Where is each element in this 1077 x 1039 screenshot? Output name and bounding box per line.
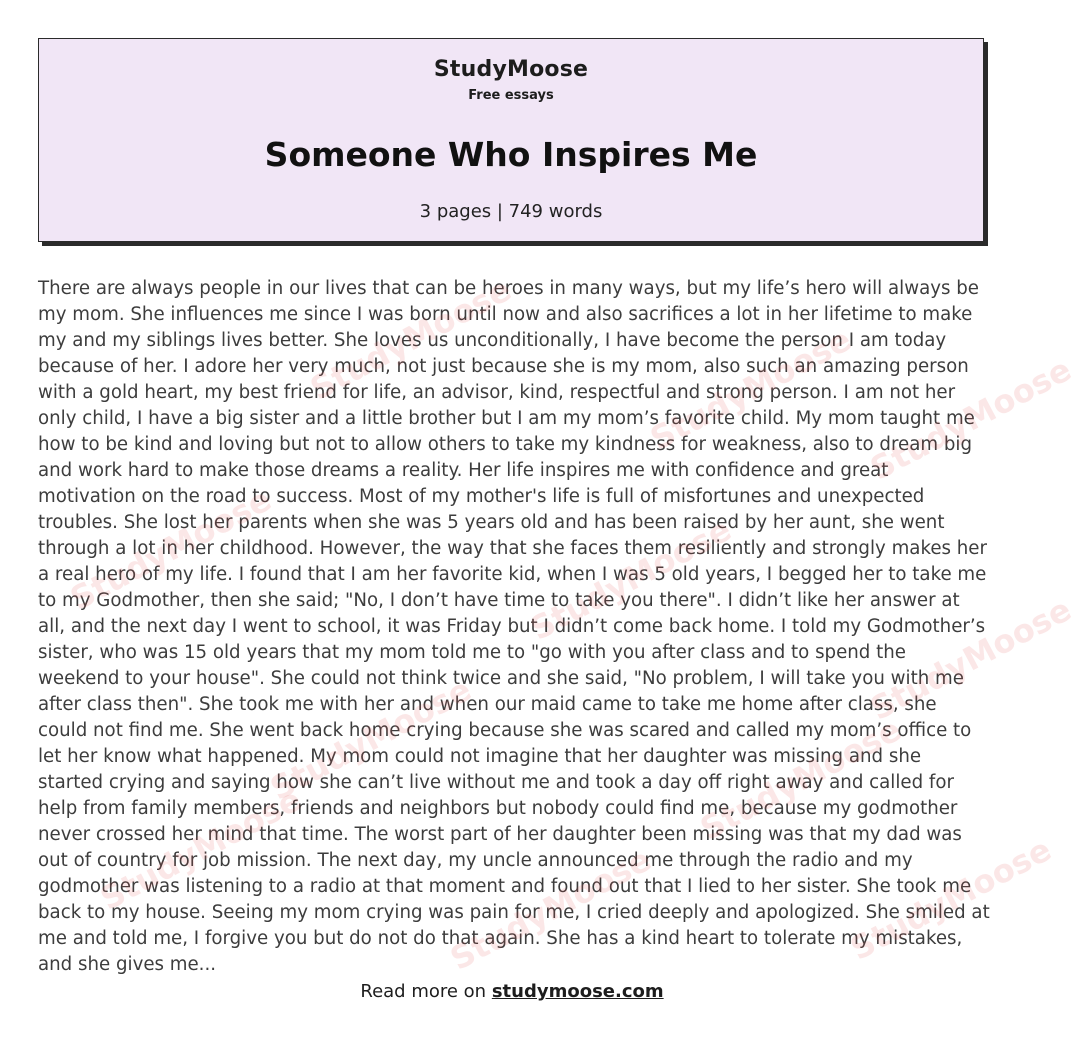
essay-body: There are always people in our lives that can be heroes in many ways, but my life’s hero will always be my mom. She influences me since I was born until now and also sacrifices a lot in her lifetime to make my and my siblings lives better. She loves us unconditionally, I have become the person I am today because of her. I adore her very much, not just because she is my mom, also such an amazing person with a gold heart, my best friend for life, an advisor, kind, respectful and strong person. I am not her only child, I have a big sister and a little brother but I am my mom’s favorite child. My mom taught me how to be kind and loving but not to allow others to take my kindness for weakness, also to dream big and work hard to make those dreams a reality. Her life inspires me with confidence and great motivation on the road to success. Most of my mother's life is full of misfortunes and unexpected troubles. She lost her parents when she was 5 years old and has been raised by her aunt, she went through a lot in her childhood. However, the way that she faces them resiliently and strongly makes her a real hero of my life. I found that I am her favorite kid, when I was 5 old years, I begged her to take me to my Godmother, then she said; "No, I don’t have time to take you there". I didn’t like her answer at all, and the next day I went to school, it was Friday but I didn’t come back home. I told my Godmother’s sister, who was 15 old years that my mom told me to "go with you after class and to spend the weekend to your house". She could not think twice and she said, "No problem, I will take you with me after class then". She took me with her and when our maid came to take me home after class, she could not find me. She went back home crying because she was scared and called my mom’s office to let her know what happened. My mom could not imagine that her daughter was missing and she started crying and saying how she can’t live without me and took a day off right away and called for help from family members, friends and neighbors but nobody could find me, because my godmother never crossed her mind that time. The worst part of her daughter been missing was that my dad was out of country for job mission. The next day, my uncle announced me through the radio and my godmother was listening to a radio at that moment and found out that I lied to her sister. She took me back to my house. Seeing my mom crying was pain for me, I cried deeply and apologized. She smiled at me and told me, I forgive you but do not do that again. She has a kind heart to tolerate my mistakes, and she gives me... bbox=[38, 278, 990, 975]
watermark-logo: StudyMoose bbox=[844, 830, 1058, 968]
brand-subtitle: Free essays bbox=[468, 88, 554, 103]
essay-meta: 3 pages | 749 words bbox=[419, 201, 603, 222]
watermark-logo: StudyMoose bbox=[64, 480, 278, 618]
watermark-logo: StudyMoose bbox=[264, 670, 478, 808]
watermark-logo: StudyMoose bbox=[524, 510, 738, 648]
watermark-logo: StudyMoose bbox=[864, 350, 1077, 488]
read-more-footer bbox=[0, 981, 1024, 1002]
watermark-logo: StudyMoose bbox=[444, 840, 658, 978]
studymoose-link[interactable]: studymoose.com bbox=[491, 981, 664, 1002]
watermark-logo: StudyMoose bbox=[304, 270, 518, 408]
watermark-logo: StudyMoose bbox=[694, 710, 908, 848]
brand-logo[interactable]: StudyMoose bbox=[433, 57, 589, 82]
essay-title: Someone Who Inspires Me bbox=[264, 135, 758, 174]
read-more-prefix: Read more on bbox=[360, 981, 492, 1002]
essay-header-card bbox=[38, 38, 984, 242]
watermark-logo: StudyMoose bbox=[94, 780, 308, 918]
watermark-logo: StudyMoose bbox=[644, 320, 858, 458]
watermark-logo: StudyMoose bbox=[864, 590, 1077, 728]
